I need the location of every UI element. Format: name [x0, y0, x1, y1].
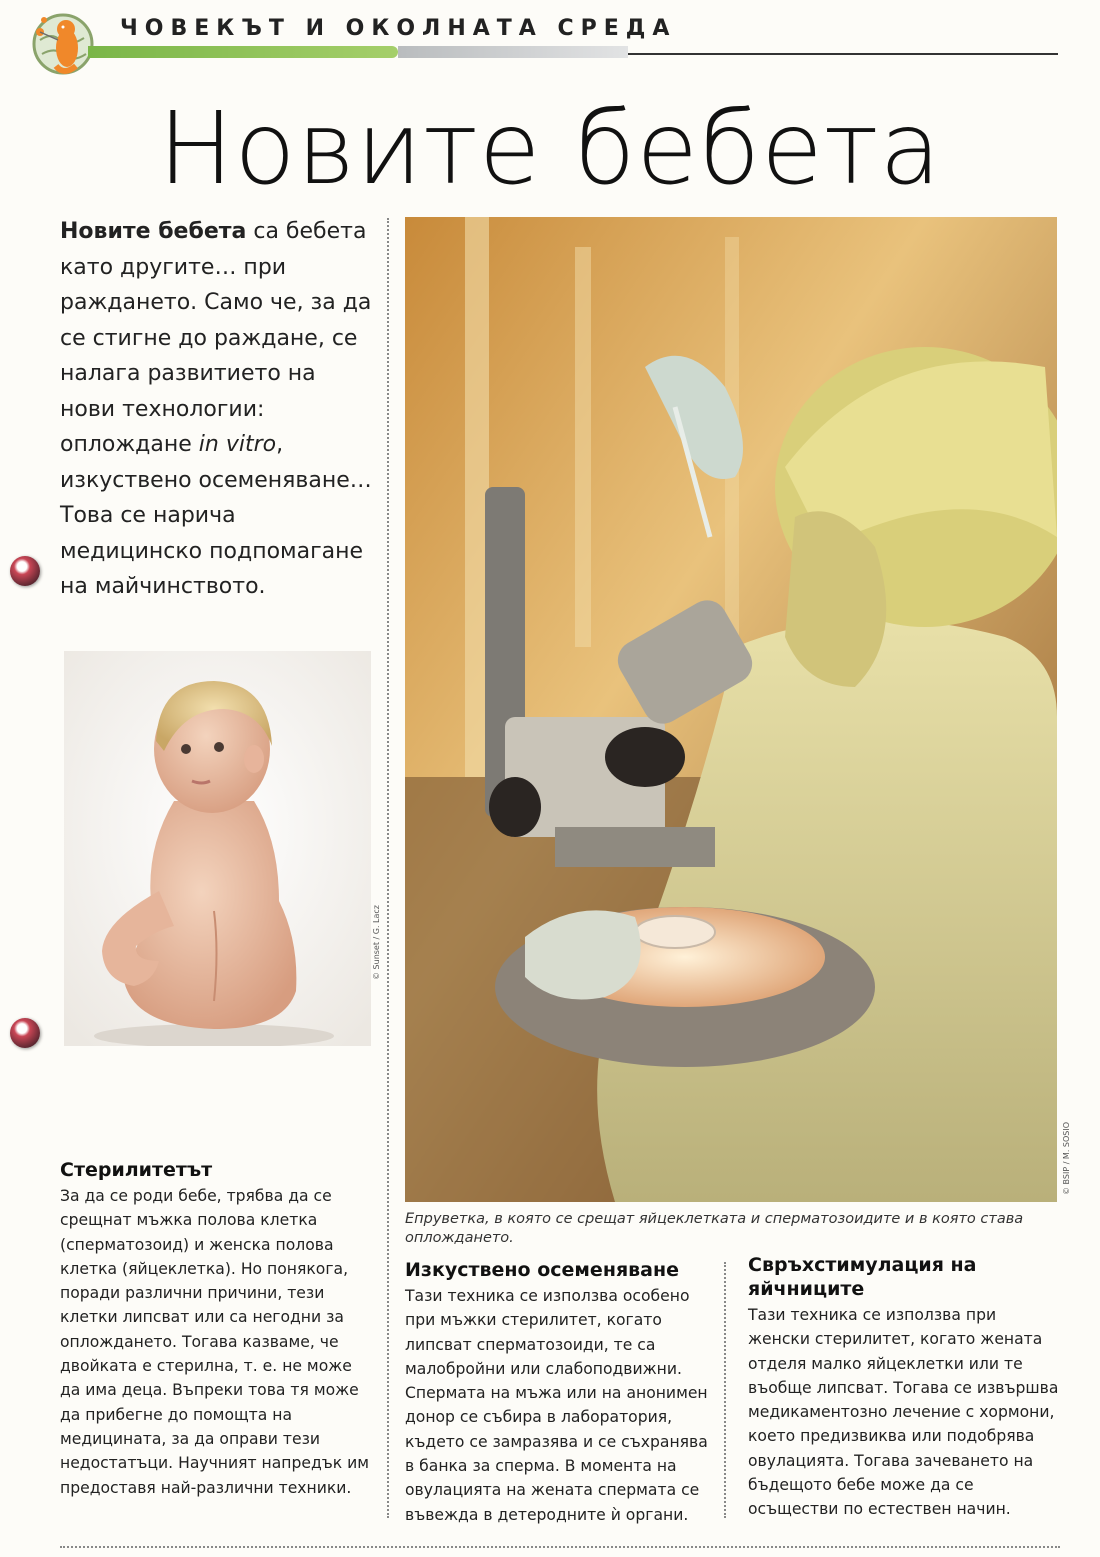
- intro-part-1: са бебета като другите… при раждането. Само че, за да се стигне до раждане, се налага развитието на нови технологии: оплождане: [60, 219, 372, 457]
- baby-photo: [64, 651, 371, 1046]
- photo-caption: Епруветка, в която се срещат яйцеклетката и сперматозоидите и в която става оплождането.: [405, 1211, 1024, 1246]
- column-divider: [387, 218, 389, 1518]
- section-ovarian-stimulation: [748, 1253, 1060, 1522]
- header-bar-green: [88, 46, 398, 58]
- photo-credit: © Sunset / G. Lacz: [372, 904, 381, 980]
- section-title: Свръхстимулация на яйчниците: [748, 1254, 977, 1300]
- globe-baby-logo-icon: [30, 10, 94, 84]
- intro-italic: in vitro: [198, 432, 277, 457]
- binder-hole-icon: [10, 556, 40, 586]
- laboratory-photo: [405, 217, 1057, 1202]
- section-body: Тази техника се използва особено при мъжки стерилитет, когато липсват сперматозоиди, те са малобройни или слабоподвижни. Спермата на мъжа или на анонимен донор се събира в лаборатория, където се замразява и се съхранява в банка за сперма. В момента на овулацията на жената спермата се въвежда в детеродните ѝ органи.: [405, 1287, 708, 1524]
- section-sterility: [60, 1158, 370, 1500]
- photo-credit: © BSIP / M. SOSIO: [1062, 1121, 1071, 1195]
- section-title: Изкуствено осеменяване: [405, 1259, 680, 1281]
- intro-paragraph: [60, 214, 375, 605]
- section-body: За да се роди бебе, трябва да се срещнат мъжка полова клетка (сперматозоид) и женска полова клетка (яйцеклетка). Но понякога, поради различни причини, тези клетки липсват или са негодни за оплождането. Тогава казваме, че двойката е стерилна, т. е. не може да има деца. Въпреки това тя може да прибегне до помощта на медицината, за да оправи тези недостатъци. Научният напредък им предоставя най-различни техники.: [60, 1187, 370, 1497]
- binder-hole-icon: [10, 1018, 40, 1048]
- bottom-divider: [60, 1546, 1060, 1548]
- section-title: Стерилитетът: [60, 1159, 213, 1181]
- intro-lead: Новите бебета: [60, 219, 247, 244]
- section-header-title: ЧОВЕКЪТ И ОКОЛНАТА СРЕДА: [120, 16, 677, 41]
- intro-part-2: , изкуствено осеменяване… Това се нарича медицинско подпомагане на майчинството.: [60, 432, 372, 599]
- page-title: Новите бебета: [158, 90, 942, 207]
- section-body: Тази техника се използва при женски стерилитет, когато жената отделя малко яйцеклетки или те въобще липсват. Тогава се извършва медикаментозно лечение с хормони, което предизвиква или подобрява овулацията. Тогава зачеването на бъдещото бебе може да се осъществи по естествен начин.: [748, 1306, 1059, 1519]
- header-bar-grey: [398, 46, 628, 58]
- section-artificial-insemination: [405, 1258, 720, 1527]
- column-divider: [724, 1262, 726, 1518]
- header-rule: [628, 53, 1058, 55]
